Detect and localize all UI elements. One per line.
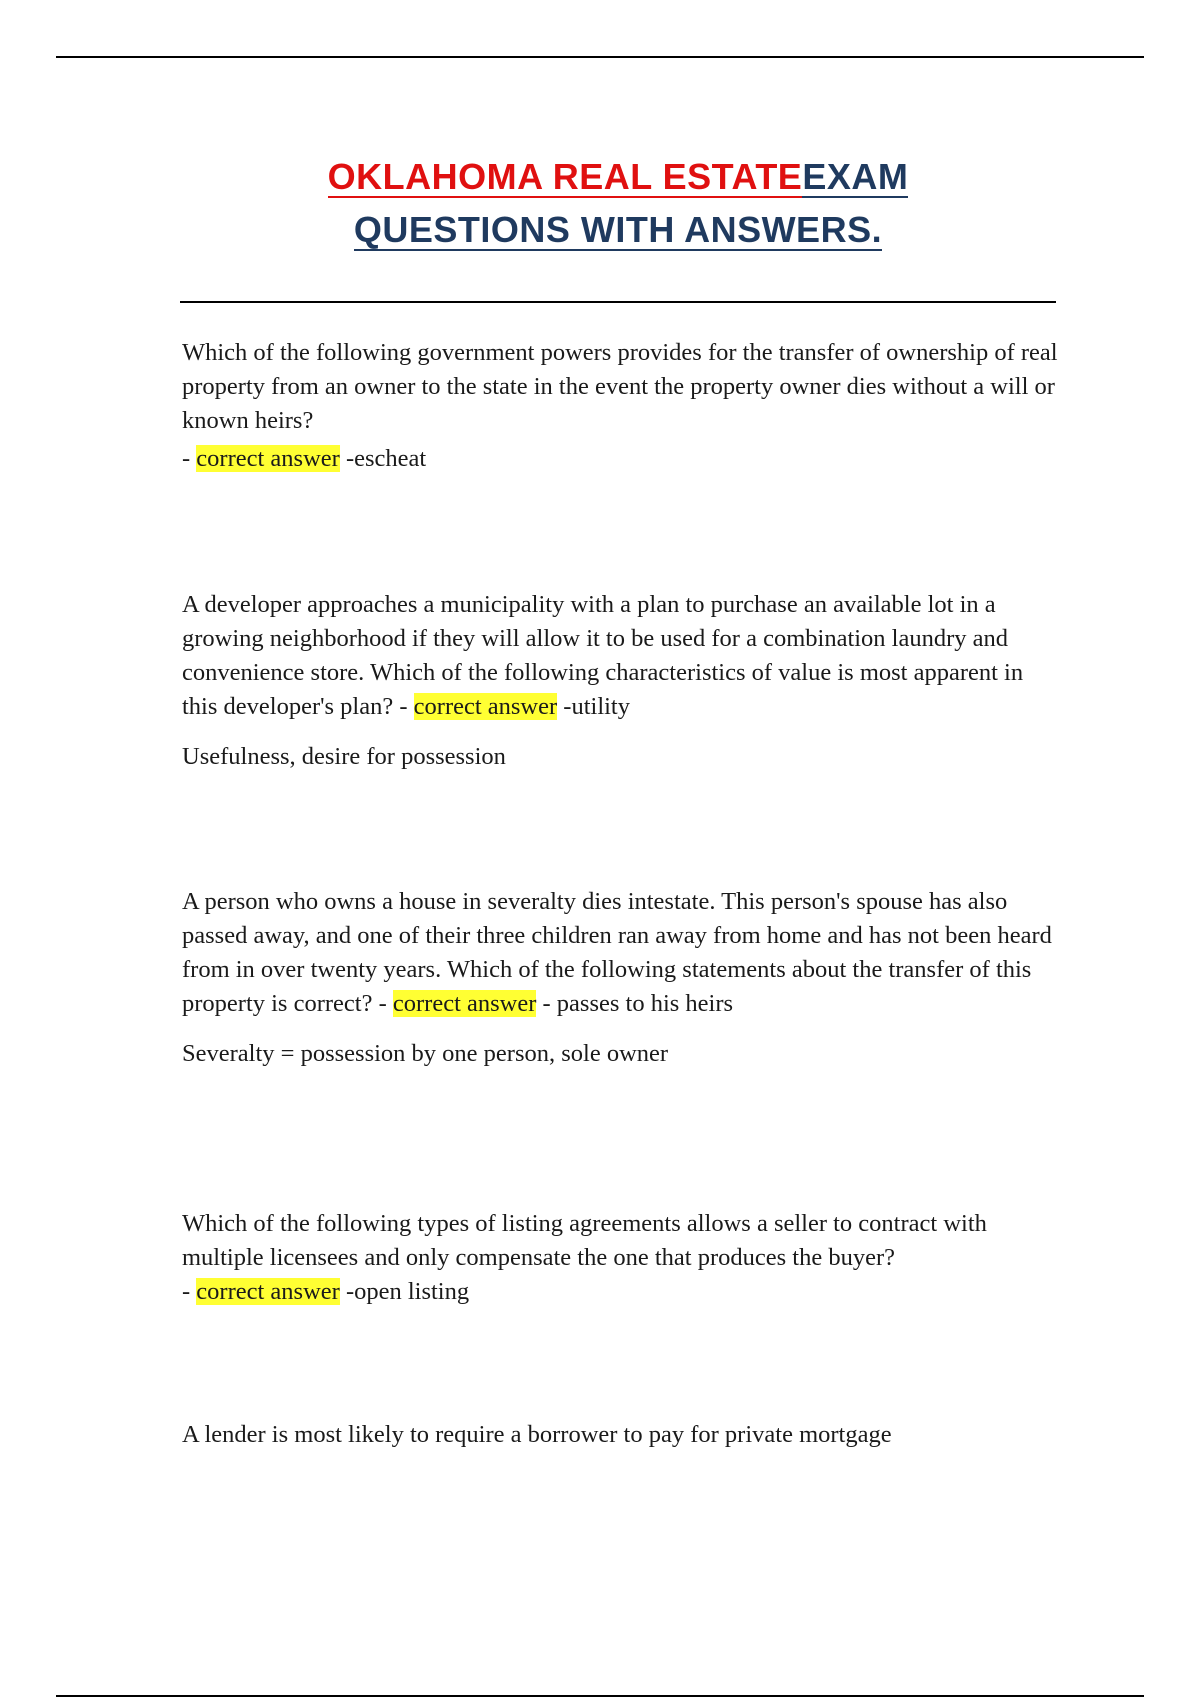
- correct-answer-highlight: correct answer: [196, 445, 340, 472]
- qa-item-5: [182, 1418, 1062, 1452]
- title-blue-part: EXAM: [802, 156, 909, 197]
- question-text: Which of the following types of listing agreements allows a seller to contract with multiple licensees and only compensate the one that produces the buyer?: [182, 1210, 987, 1271]
- title-red-part: OKLAHOMA REAL ESTATE: [327, 156, 803, 197]
- answer-text: -open listing: [339, 1278, 470, 1305]
- question-text: A developer approaches a municipality with a plan to purchase an available lot in a growing neighborhood if they will allow it to be used for a combination laundry and convenience store. Which of the following characteristics of value is most apparent in this developer's plan? -: [182, 591, 1024, 720]
- top-rule: [56, 56, 1144, 58]
- answer-text: - passes to his heirs: [536, 990, 734, 1017]
- correct-answer-highlight: correct answer: [196, 1278, 340, 1305]
- answer-note: Severalty = possession by one person, sole owner: [182, 1040, 669, 1067]
- document-title: [0, 150, 1200, 256]
- answer-line: [182, 1275, 1062, 1309]
- title-line-2: QUESTIONS WITH ANSWERS.: [353, 209, 883, 250]
- question-text: Which of the following government powers provides for the transfer of ownership of real property from an owner to the state in the event the property owner dies without a will or known heirs?: [182, 339, 1058, 434]
- answer-line: [182, 442, 1062, 476]
- question-answer-text: [182, 885, 1062, 1021]
- correct-answer-highlight: correct answer: [392, 990, 537, 1017]
- answer-prefix: -: [182, 445, 197, 472]
- qa-item-4: [182, 1207, 1062, 1309]
- answer-prefix: -: [182, 1278, 197, 1305]
- answer-text: -escheat: [339, 445, 427, 472]
- question-text: A person who owns a house in severalty dies intestate. This person's spouse has also passed away, and one of their three children ran away from home and has not been heard from in over twenty years. Which of the following statements about the transfer of this property is correct? -: [182, 888, 1052, 1017]
- title-divider: [180, 301, 1056, 303]
- question-answer-text: [182, 588, 1062, 724]
- answer-text: -utility: [557, 693, 630, 720]
- qa-item-2: [182, 588, 1062, 774]
- qa-item-3: [182, 885, 1062, 1071]
- bottom-rule: [56, 1695, 1144, 1697]
- correct-answer-highlight: correct answer: [413, 693, 558, 720]
- answer-note: Usefulness, desire for possession: [182, 743, 506, 770]
- question-text: A lender is most likely to require a borrower to pay for private mortgage: [182, 1421, 892, 1448]
- qa-item-1: [182, 336, 1062, 476]
- title-underline-red: [328, 158, 803, 198]
